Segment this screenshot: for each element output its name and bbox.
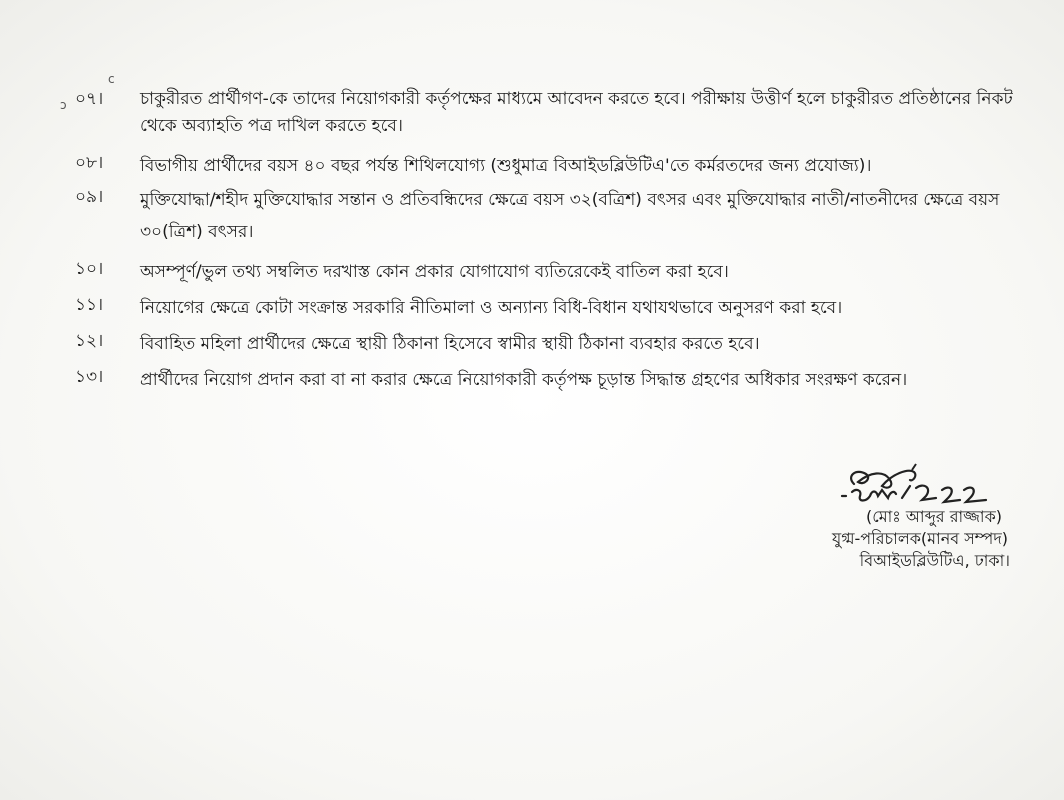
signatory-name: (মোঃ আব্দুর রাজ্জাক) <box>866 507 1002 526</box>
signatory-organization: বিআইডব্লিউটিএ, ঢাকা। <box>859 551 1010 570</box>
clause-text: বিবাহিত মহিলা প্রার্থীদের ক্ষেত্রে স্থায়ী ঠিকানা হিসেবে স্বামীর স্থায়ী ঠিকানা ব্যবহার করতে হবে। <box>140 334 760 354</box>
clause-number: ০৭। <box>75 89 104 109</box>
clause-text: প্রার্থীদের নিয়োগ প্রদান করা বা না করার ক্ষেত্রে নিয়োগকারী কর্তৃপক্ষ চূড়ান্ত সিদ্ধান্ত গ্রহণের অধিকার সংরক্ষণ করেন। <box>140 370 908 390</box>
stray-pen-mark: c <box>108 72 115 86</box>
clause-number: ০৮। <box>75 153 104 173</box>
clause-number: ১২। <box>75 331 104 351</box>
clause-number: ০৯। <box>75 187 104 207</box>
clause-number: ১০। <box>75 259 104 279</box>
clause-number: ১৩। <box>75 367 104 387</box>
clause-text: মুক্তিযোদ্ধা/শহীদ মুক্তিযোদ্ধার সন্তান ও প্রতিবন্ধিদের ক্ষেত্রে বয়স ৩২(বত্রিশ) বৎসর এবং মুক্তিযোদ্ধার নাতী/নাতনীদের ক্ষেত্রে বয়স ৩০(ত্রিশ) বৎসর। <box>140 190 1000 242</box>
signatory-designation: যুগ্ম-পরিচালক(মানব সম্পদ) <box>832 529 1008 548</box>
stray-pen-mark: ɔ <box>60 98 67 112</box>
clause-text: বিভাগীয় প্রার্থীদের বয়স ৪০ বছর পর্যন্ত শিথিলযোগ্য (শুধুমাত্র বিআইডব্লিউটিএ'তে কর্মরতদের জন্য প্রযোজ্য)। <box>140 156 872 176</box>
clause-text: অসম্পূর্ণ/ভুল তথ্য সম্বলিত দরখাস্ত কোন প্রকার যোগাযোগ ব্যতিরেকেই বাতিল করা হবে। <box>140 262 729 282</box>
clause-text: নিয়োগের ক্ষেত্রে কোটা সংক্রান্ত সরকারি নীতিমালা ও অন্যান্য বিধি-বিধান যথাযথভাবে অনুসরণ করা হবে। <box>140 298 843 318</box>
clause-number: ১১। <box>75 295 104 315</box>
signatory-block <box>780 506 1020 572</box>
clause-text: চাকুরীরত প্রার্থীগণ-কে তাদের নিয়োগকারী কর্তৃপক্ষের মাধ্যমে আবেদন করতে হবে। পরীক্ষায় উত্তীর্ণ হলে চাকুরীরত প্রতিষ্ঠানের নিকট থেকে অব্যাহতি পত্র দাখিল করতে হবে। <box>140 89 1013 136</box>
